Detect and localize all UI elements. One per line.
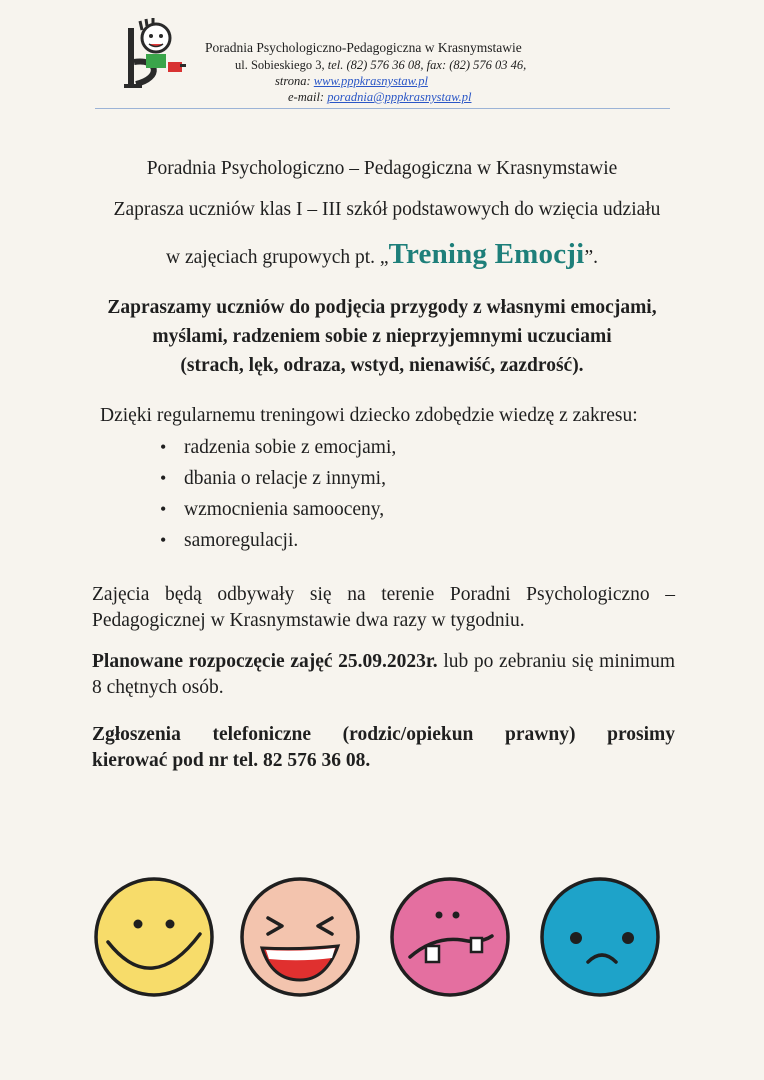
clinic-logo [122, 18, 192, 94]
registration-line-1: Zgłoszenia telefoniczne (rodzic/opiekun prawny) prosimy [92, 724, 675, 745]
header-email [288, 89, 472, 105]
invitation-line-2: myślami, radzeniem sobie z nieprzyjemnymi uczuciami [152, 326, 612, 347]
program-title: Trening Emocji [388, 238, 585, 270]
list-item: • dbania o relacje z innymi, [160, 463, 396, 494]
happy-face-icon [96, 879, 212, 995]
program-title-prefix: w zajęciach grupowych pt. „ [166, 247, 389, 268]
fax-label: fax: [426, 58, 447, 72]
list-item: • wzmocnienia samooceny, [160, 494, 396, 525]
header-website [275, 73, 428, 89]
benefits-list [160, 432, 396, 556]
org-title-line: Poradnia Psychologiczno – Pedagogiczna w Krasnymstawie [146, 158, 618, 179]
website-link[interactable]: www.pppkrasnystaw.pl [313, 74, 428, 88]
location-paragraph: Zajęcia będą odbywały się na terenie Poradni Psychologiczno – Pedagogicznej w Krasnymstawie dwa razy w tygodniu. [92, 584, 675, 631]
start-date-paragraph [92, 649, 675, 701]
laughing-face-icon [242, 879, 358, 995]
start-date-text: Planowane rozpoczęcie zajęć 25.09.2023r. [92, 651, 438, 672]
start-date-condition: lub po zebraniu się minimum 8 chętnych osób. [92, 651, 675, 698]
benefits-intro: Dzięki regularnemu treningowi dziecko zdobędzie wiedzę z zakresu: [100, 405, 638, 426]
registration-paragraph [92, 722, 675, 774]
invitation-line-3: (strach, lęk, odraza, wstyd, nienawiść, zazdrość). [180, 355, 584, 376]
website-label: strona: [275, 74, 311, 88]
program-title-suffix: ”. [584, 247, 598, 268]
email-link[interactable]: poradnia@pppkrasnystaw.pl [327, 90, 472, 104]
tel-value: (82) 576 36 08, [343, 58, 427, 72]
registration-line-2: kierować pod nr tel. 82 576 36 08. [92, 750, 371, 771]
list-item: • samoregulacji. [160, 525, 396, 556]
fax-value: (82) 576 03 46, [446, 58, 527, 72]
tel-label: tel. [327, 58, 344, 72]
email-label: e-mail: [288, 90, 325, 104]
invitation-paragraph [0, 293, 764, 380]
header-divider [95, 108, 670, 109]
invitation-line: Zaprasza uczniów klas I – III szkół podstawowych do wzięcia udziału [113, 199, 661, 220]
list-item: • radzenia sobie z emocjami, [160, 432, 396, 463]
emotion-faces [90, 872, 680, 1002]
address-street: ul. Sobieskiego 3, [235, 58, 328, 72]
program-title-line [0, 238, 764, 271]
sad-toothy-face-icon [392, 879, 508, 995]
frowning-face-icon [542, 879, 658, 995]
header-address [235, 57, 526, 73]
invitation-line-1: Zapraszamy uczniów do podjęcia przygody z własnymi emocjami, [107, 297, 657, 318]
header-org-name: Poradnia Psychologiczno-Pedagogiczna w Krasnymstawie [205, 40, 522, 55]
